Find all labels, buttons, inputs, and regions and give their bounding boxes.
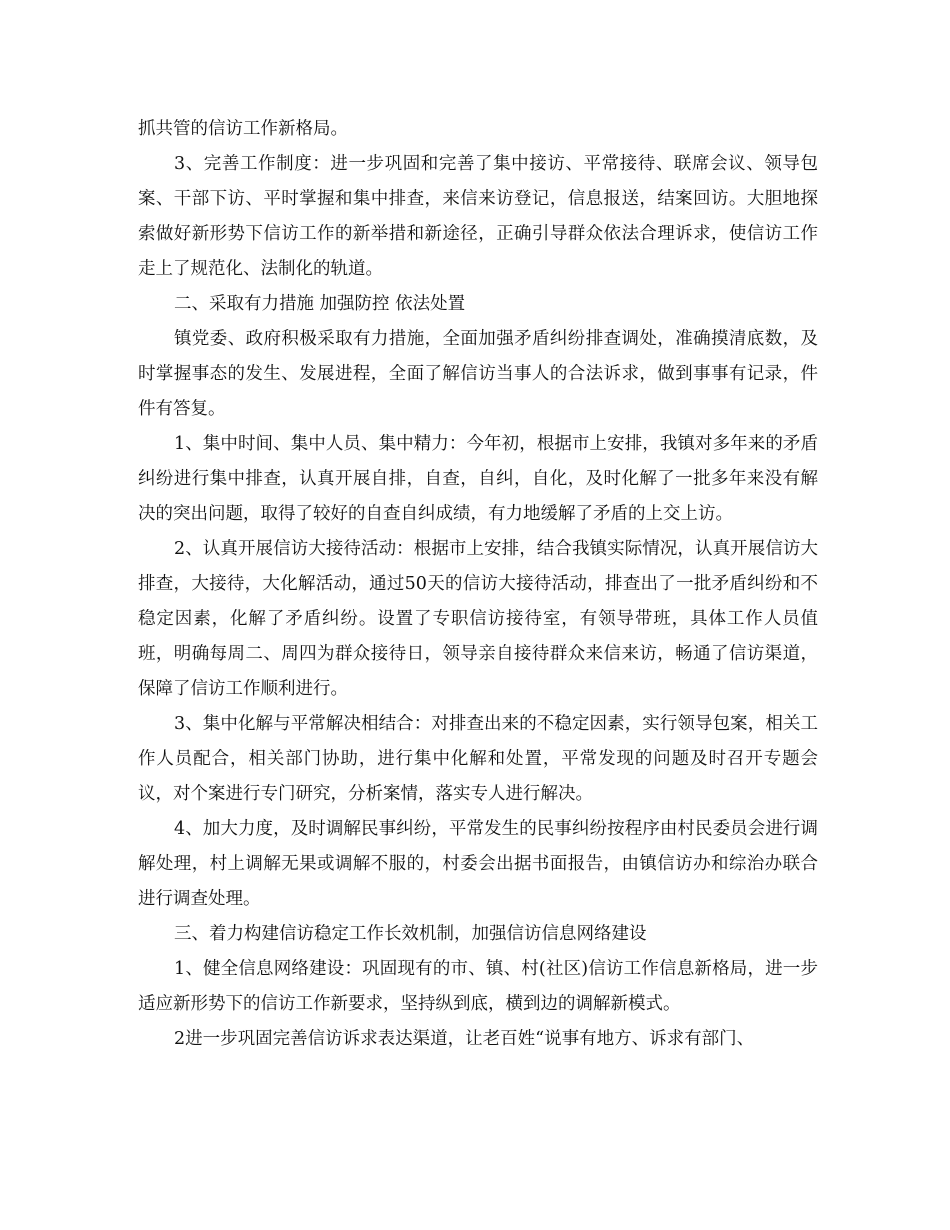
paragraph-network-item-1: 1、健全信息网络建设：巩固现有的市、镇、村(社区)信访工作信息新格局，进一步适应新形势下的信访工作新要求，坚持纵到底，横到边的调解新模式。 xyxy=(138,959,818,1014)
paragraph-network-item-2: 2进一步巩固完善信访诉求表达渠道，让老百姓“说事有地方、诉求有部门、 xyxy=(174,1029,755,1049)
paragraph-item-2: 2、认真开展信访大接待活动：根据市上安排，结合我镇实际情况，认真开展信访大排查，大接待，大化解活动，通过50天的信访大接待活动，排查出了一批矛盾纠纷和不稳定因素，化解了矛盾纠纷。设置了专职信访接待室，有领导带班，具体工作人员值班，明确每周二、周四为群众接待日，领导亲自接待群众来信来访，畅通了信访渠道，保障了信访工作顺利进行。 xyxy=(138,539,818,699)
document-body xyxy=(138,112,818,1057)
section-heading-3: 三、着力构建信访稳定工作长效机制，加强信访信息网络建设 xyxy=(174,924,647,944)
paragraph-item-4: 4、加大力度，及时调解民事纠纷，平常发生的民事纠纷按程序由村民委员会进行调解处理，村上调解无果或调解不服的，村委会出据书面报告，由镇信访办和综治办联合进行调查处理。 xyxy=(138,819,818,909)
paragraph-work-system: 3、完善工作制度：进一步巩固和完善了集中接访、平常接待、联席会议、领导包案、干部下访、平时掌握和集中排查，来信来访登记，信息报送，结案回访。大胆地探索做好新形势下信访工作的新举措和新途径，正确引导群众依法合理诉求，使信访工作走上了规范化、法制化的轨道。 xyxy=(138,154,818,279)
paragraph-section-2-intro: 镇党委、政府积极采取有力措施，全面加强矛盾纠纷排查调处，准确摸清底数，及时掌握事态的发生、发展进程，全面了解信访当事人的合法诉求，做到事事有记录，件件有答复。 xyxy=(138,329,818,419)
section-heading-2: 二、采取有力措施 加强防控 依法处置 xyxy=(174,294,466,314)
paragraph-continuation: 抓共管的信访工作新格局。 xyxy=(138,119,348,139)
paragraph-item-1: 1、集中时间、集中人员、集中精力：今年初，根据市上安排，我镇对多年来的矛盾纠纷进行集中排查，认真开展自排，自查，自纠，自化，及时化解了一批多年来没有解决的突出问题，取得了较好的自查自纠成绩，有力地缓解了矛盾的上交上访。 xyxy=(138,434,818,524)
paragraph-item-3: 3、集中化解与平常解决相结合：对排查出来的不稳定因素，实行领导包案，相关工作人员配合，相关部门协助，进行集中化解和处置，平常发现的问题及时召开专题会议，对个案进行专门研究，分析案情，落实专人进行解决。 xyxy=(138,714,818,804)
